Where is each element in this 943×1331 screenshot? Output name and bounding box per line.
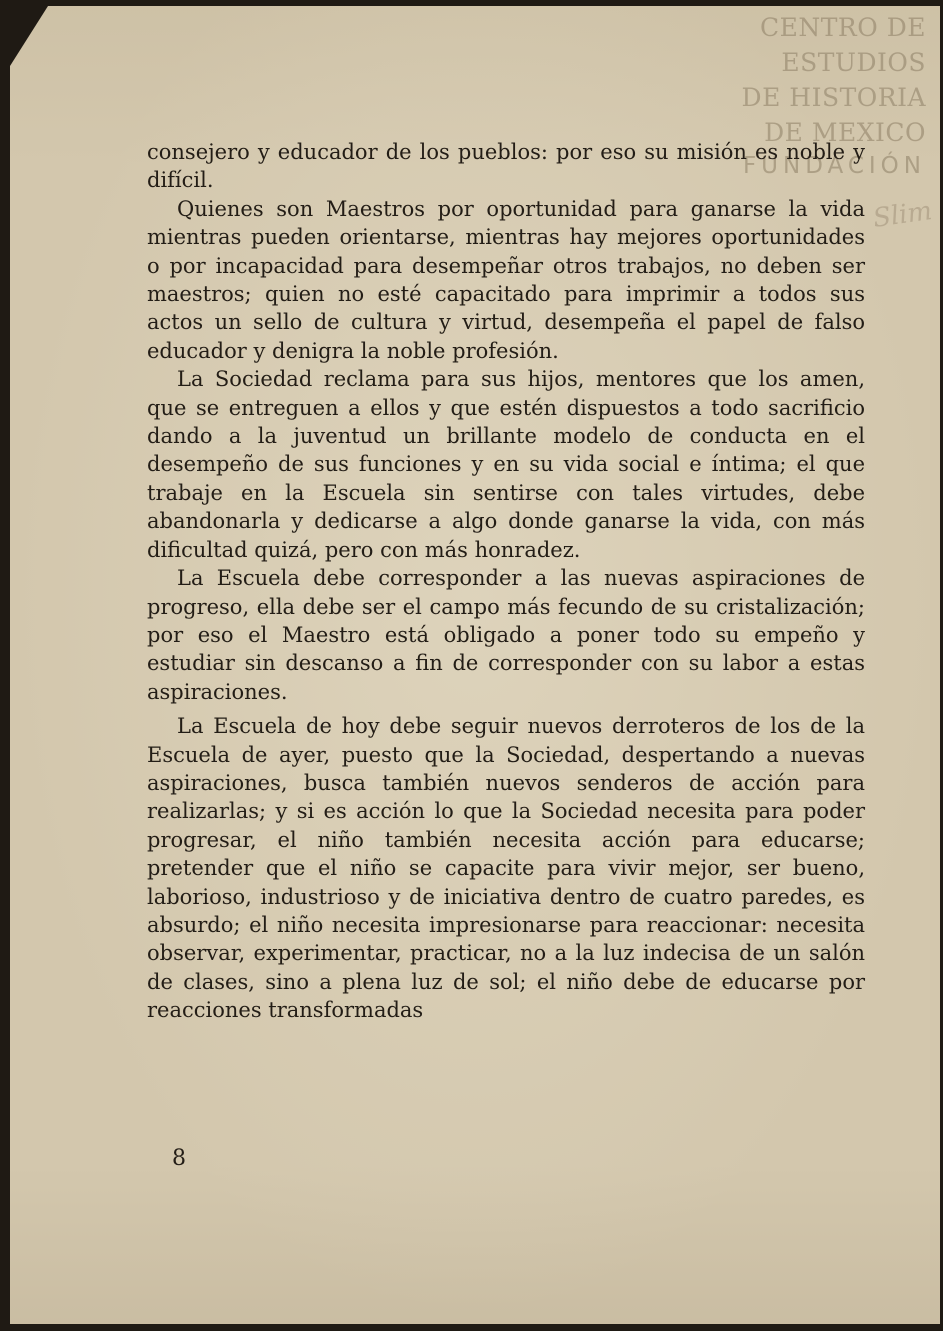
watermark-line: ESTUDIOS: [781, 48, 926, 77]
watermark-line: FUNDACIÓN: [742, 153, 926, 179]
page-number: 8: [172, 1146, 186, 1171]
watermark-line: CENTRO DE: [760, 13, 926, 42]
watermark-line: DE HISTORIA: [741, 83, 926, 112]
body-text: [147, 138, 865, 1025]
paragraph: La Escuela de hoy debe seguir nuevos derroteros de los de la Escuela de ayer, puesto que la Sociedad, despertando a nuevas aspiraciones, busca también nuevos senderos de acción para realizarlas; y si es acción lo que la Sociedad necesita para poder progresar, el niño también necesita acción para educarse; pretender que el niño se capacite para vivir mejor, ser bueno, laborioso, industrioso y de iniciativa dentro de cuatro paredes, es absurdo; el niño necesita impresionarse para reaccionar: necesita observar, experimentar, practicar, no a la luz indecisa de un salón de clases, sino a plena luz de sol; el niño debe de educarse por reacciones transformadas: [147, 714, 865, 1023]
paragraph: Quienes son Maestros por oportunidad para ganarse la vida mientras pueden orientarse, mientras hay mejores oportunidades o por incapacidad para desempeñar otros trabajos, no deben ser maestros; quien no esté capacitado para imprimir a todos sus actos un sello de cultura y virtud, desempeña el papel de falso educador y denigra la noble profesión.: [147, 196, 865, 363]
paragraph: La Escuela debe corresponder a las nuevas aspiraciones de progreso, ella debe ser el campo más fecundo de su cristalización; por eso el Maestro está obligado a poner todo su empeño y estudiar sin descanso a fin de corresponder con su labor a estas aspiraciones.: [147, 566, 865, 704]
watermark-line: DE MEXICO: [764, 118, 926, 147]
paragraph: La Sociedad reclama para sus hijos, mentores que los amen, que se entreguen a ellos y que estén dispuestos a todo sacrificio dando a la juventud un brillante modelo de conducta en el desempeño de sus funciones y en su vida social e íntima; el que trabaje en la Escuela sin sentirse con tales virtudes, debe abandonarla y dedicarse a algo donde ganarse la vida, con más dificultad quizá, pero con más honradez.: [147, 367, 865, 562]
watermark-signature: Slim: [871, 196, 934, 234]
paragraph: consejero y educador de los pueblos: por eso su misión es noble y difícil.: [147, 140, 865, 193]
torn-corner: [10, 6, 48, 66]
scanned-page: [10, 6, 940, 1324]
